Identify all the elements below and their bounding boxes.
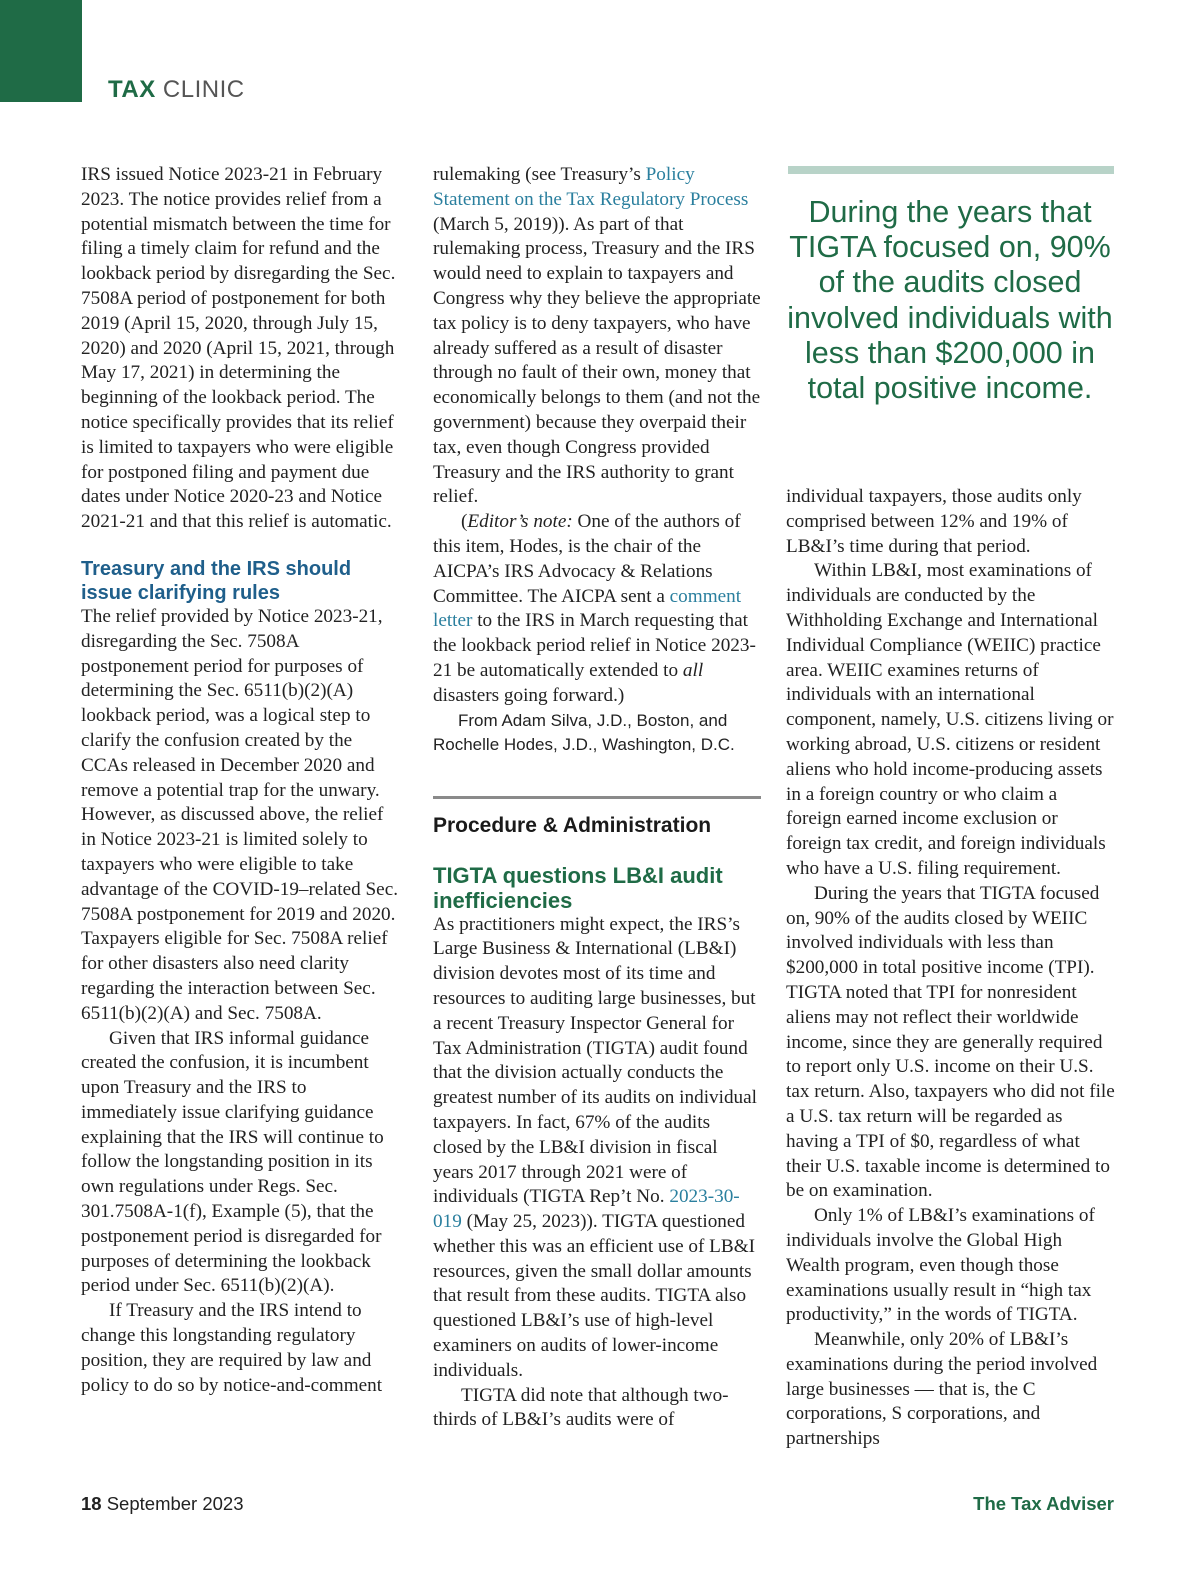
column-2 [433,163,761,1433]
byline-line-1: From Adam Silva, J.D., Boston, and [458,710,728,730]
col3-paragraph-4: Only 1% of LB&I’s examinations of individuals involve the Global High Wealth program, even though those examinations usually result in “high tax productivity,” in the words of TIGTA. [786,1205,1095,1326]
col2-paragraph-2 [433,913,761,1384]
publication-name: The Tax Adviser [973,1493,1114,1514]
col1-subhead: Treasury and the IRS should issue clarifying rules [81,557,352,604]
note-label: Editor’s note: [467,511,573,533]
pullquote: During the years that TIGTA focused on, 90% of the audits closed involved individuals with less than $200,000 in total positive income. [787,195,1113,406]
col1-paragraph-2: The relief provided by Notice 2023-21, disregarding the Sec. 7508A postponement period for purposes of determining the Sec. 6511(b)(2)(A) lookback period, was a logical step to clarify the confusion created by the CCAs released in December 2020 and remove a potential trap for the unwary. However, as discussed above, the relief in Notice 2023-21 is limited solely to taxpayers who were eligible to take advantage of the COVID-19–related Sec. 7508A postponement for 2019 and 2020. Taxpayers eligible for Sec. 7508A relief for other disasters also need clarity regarding the interaction between Sec. 6511(b)(2)(A) and Sec. 7508A. [81,605,399,1024]
note-open: ( [461,511,468,533]
issue-date: September 2023 [106,1493,244,1514]
col3-paragraph-3: During the years that TIGTA focused on, 90% of the audits closed by WEIIC involved individuals with less than $200,000 in total positive income (TPI). TIGTA noted that TPI for nonresident aliens may not reflect their worldwide income, since they are generally required to report only U.S. income on their U.S. tax return. Also, taxpayers who did not file a U.S. tax return will be regarded as having a TPI of $0, regardless of what their U.S. taxable income is determined to be on examination. [786,882,1115,1202]
comment-letter-link[interactable]: comment letter [433,585,742,632]
col2-subhead: TIGTA questions LB&I audit inefficiencies [433,862,723,913]
col2-p1-end: (March 5, 2019)). As part of that rulemaking process, Treasury and the IRS would need to explain to taxpayers and Congress why they believe the appropriate tax policy is to deny taxpayers, who have already suffered as a result of disaster through no fault of their own, money that economically belongs to them (and not the government) because they overpaid their tax, even though Congress provided Treasury and the IRS authority to grant relief. [433,213,761,508]
col1-paragraph-1: IRS issued Notice 2023-21 in February 2023. The notice provides relief from a potential mismatch between the time for filing a timely claim for refund and the lookback period by disregarding the Sec. 7508A period of postponement for both 2019 (April 15, 2020, through July 15, 2020) and 2020 (April 15, 2021, through May 17, 2021) in determining the beginning of the lookback period. The notice specifically provides that its relief is limited to taxpayers who were eligible for postponed filing and payment due dates under Notice 2020-23 and Notice 2021-21 and that this relief is automatic. [81,164,396,533]
col2-p2-end: (May 25, 2023)). TIGTA questioned whether this was an efficient use of LB&I resources, given the small dollar amounts that result from these audits. TIGTA also questioned LB&I’s use of high-level examiners on audits of lower-income individuals. [433,1211,756,1381]
col2-paragraph-3: TIGTA did note that although two-thirds of LB&I’s audits were of [433,1384,729,1431]
note-all: all [682,659,704,681]
note-mid: One of the authors of this item, Hodes, is the chair of the AICPA’s IRS Advocacy & Relations Committee. The AICPA sent a [433,511,741,607]
department-heading: Procedure & Administration [433,813,712,837]
section-label-bold: TAX [108,76,156,103]
byline [433,709,761,758]
note-mid2: to the IRS in March requesting that the lookback period relief in Notice 2023-21 be automatically extended to [433,610,756,681]
footer-left [81,1493,244,1515]
policy-statement-link[interactable]: Policy Statement on the Tax Regulatory Process [433,164,749,210]
editors-note [433,510,761,708]
note-end: disasters going forward.) [433,684,625,706]
col1-paragraph-3: Given that IRS informal guidance created the confusion, it is incumbent upon Treasury and the IRS to immediately issue clarifying guidance explaining that the IRS will continue to follow the longstanding position in its own regulations under Regs. Sec. 301.7508A-1(f), Example (5), that the postponement period is disregarded for purposes of determining the lookback period under Sec. 6511(b)(2)(A). [81,1027,384,1297]
byline-line-2: Rochelle Hodes, J.D., Washington, D.C. [433,735,735,755]
section-label-light: CLINIC [162,76,245,103]
col2-p2-start: As practitioners might expect, the IRS’s Large Business & International (LB&I) division devotes most of its time and resources to auditing large businesses, but a recent Treasury Inspector General for Tax Administration (TIGTA) audit found that the division actually conducts the greatest number of its audits on individual taxpayers. In fact, 67% of the audits closed by the LB&I division in fiscal years 2017 through 2021 were of individuals (TIGTA Rep’t No. [433,913,757,1208]
corner-color-block [0,0,82,102]
col2-paragraph-1 [433,163,761,510]
col3-paragraph-1: individual taxpayers, those audits only comprised between 12% and 19% of LB&I’s time during that period. [786,486,1082,557]
col3-paragraph-2: Within LB&I, most examinations of individuals are conducted by the Withholding Exchange and International Individual Compliance (WEIIC) practice area. WEIIC examines returns of individuals with an international component, namely, U.S. citizens living or working abroad, U.S. citizens or resident aliens who hold income-producing assets in a foreign country or who claim a foreign earned income exclusion or foreign tax credit, and foreign individuals who have a U.S. filing requirement. [786,560,1114,879]
section-divider [433,796,761,799]
section-label [108,76,245,104]
column-1 [81,163,403,1398]
col1-paragraph-4: If Treasury and the IRS intend to change this longstanding regulatory position, they are required by law and policy to do so by notice-and-comment [81,1300,383,1396]
column-3 [786,485,1116,1452]
page-number: 18 [81,1493,102,1514]
col3-paragraph-5: Meanwhile, only 20% of LB&I’s examinations during the period involved large businesses — that is, the C corporations, S corporations, and partnerships [786,1329,1098,1450]
pullquote-rule [788,166,1114,174]
tigta-report-link[interactable]: 2023-30-019 [433,1186,740,1233]
col2-p1-start: rulemaking (see Treasury’s [433,164,646,185]
